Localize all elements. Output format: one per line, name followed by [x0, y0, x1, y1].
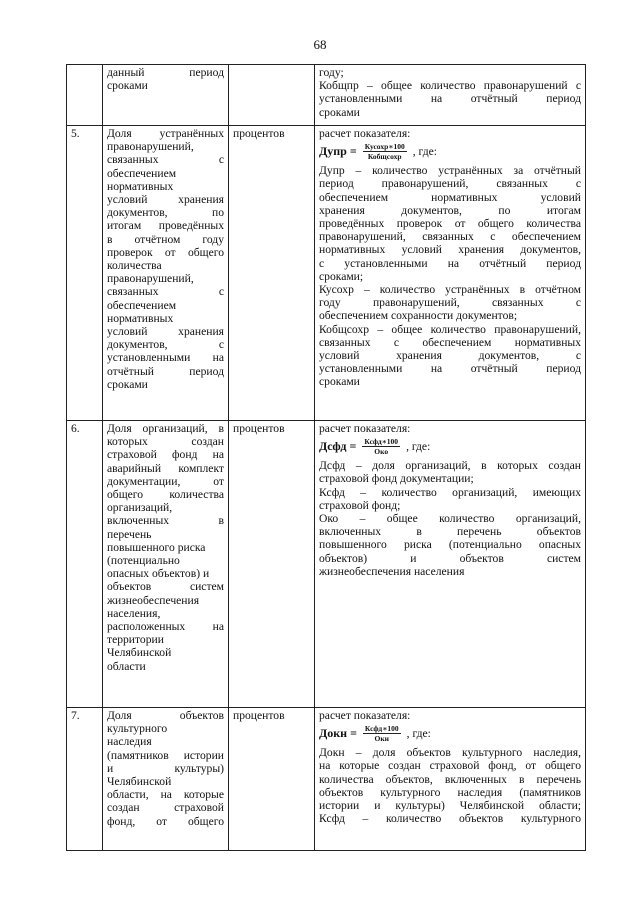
unit-cell: процентов: [229, 708, 315, 851]
text-line: повышенного риска (потенциально опасных: [319, 538, 581, 552]
text-line: сроками;: [319, 269, 364, 283]
text-line: населения,: [107, 606, 161, 620]
text-line: отчётный период: [107, 364, 224, 378]
text-line: установленными на отчётный период: [319, 92, 581, 106]
text-line: Кусохр – количество устранённых в отчётном: [319, 283, 581, 297]
text-line: Докн – доля объектов культурного наследия,: [319, 746, 581, 760]
text-line: условий хранения: [107, 193, 224, 207]
text-line: расположенных на: [107, 620, 224, 634]
formula-numerator: Ксфд∗100: [364, 724, 399, 734]
text-line: обеспечением нормативных условий: [319, 190, 581, 204]
formula-denominator: Окн: [374, 734, 390, 744]
text-line: установленными на: [107, 351, 224, 365]
text-line: Око – общее количество организаций,: [319, 512, 581, 526]
text-line: Челябинской: [107, 646, 172, 660]
text-line: с установленными на отчётный период: [319, 256, 581, 270]
text-line: общего количества: [107, 488, 224, 502]
indicator-name: [103, 708, 229, 851]
text-line: (памятников истории: [107, 748, 224, 762]
text-line: организаций,: [107, 501, 173, 515]
text-line: Доля объектов: [107, 709, 224, 722]
text-line: наследия: [107, 735, 152, 749]
text-line: нормативных: [107, 179, 174, 193]
formula-fraction: [363, 724, 401, 743]
formula: [319, 724, 581, 743]
text-line: период правонарушений, связанных с: [319, 177, 581, 191]
indicator-table: [66, 64, 586, 851]
text-line: которых создан: [107, 435, 224, 449]
text-line: сроками: [319, 105, 360, 119]
text-line: нормативных условий хранения документов,: [319, 243, 581, 257]
unit-cell: процентов: [229, 421, 315, 708]
formula-numerator: Кусохр∗100: [364, 142, 405, 152]
text-line: Доля организаций, в: [107, 422, 224, 435]
text-line: правонарушений,: [107, 272, 194, 286]
text-line: связанных с: [107, 285, 224, 299]
text-line: объектов систем: [107, 580, 224, 594]
text-line: документов, по: [107, 206, 224, 220]
formula-tail: , где:: [406, 440, 431, 454]
text-line: страховой фонд документации;: [319, 472, 474, 486]
calc-label: расчет показателя:: [319, 127, 411, 140]
indicator-name: [103, 65, 229, 126]
formula-numerator: Ксфд∗100: [364, 437, 399, 447]
text-line: объектов культурного наследия (памятников: [319, 785, 581, 799]
formula-lhs: Дсфд =: [319, 439, 357, 454]
text-line: обеспечением: [107, 298, 177, 312]
text-line: повышенного риска: [107, 540, 206, 554]
text-line: в отчётном году: [107, 232, 224, 246]
indicator-name: [103, 126, 229, 421]
text-line: Кобщсохр – общее количество правонарушений,: [319, 322, 581, 336]
text-line: создан страховой: [107, 801, 224, 815]
text-line: установленными на отчётный период: [319, 362, 581, 376]
text-line: Доля устранённых: [107, 127, 224, 140]
text-line: сроками: [107, 79, 148, 93]
indicator-name: [103, 421, 229, 708]
text-line: правонарушений,: [107, 140, 194, 154]
text-line: проверок от общего: [107, 245, 224, 259]
text-line: количества объектов, включенных в перечень: [319, 772, 581, 786]
table-row-continued: [67, 65, 586, 126]
text-line: страховой фонд на: [107, 448, 224, 462]
table-row-5: [67, 126, 586, 421]
text-line: нормативных: [107, 311, 174, 325]
text-line: условий хранения: [107, 325, 224, 339]
row-number: 7.: [67, 708, 103, 851]
text-line: жизнеобеспечения: [107, 593, 200, 607]
text-line: на которые создан страховой фонд, от общего: [319, 759, 581, 773]
calc-label: расчет показателя:: [319, 709, 411, 722]
formula-fraction: [363, 142, 407, 161]
text-line: (потенциально: [107, 554, 180, 568]
text-line: Ксфд – количество объектов культурного: [319, 812, 581, 826]
page-number: 68: [313, 37, 327, 52]
row-number: 5.: [67, 126, 103, 421]
text-line: проведённых проверок от общего количества: [319, 217, 581, 231]
text-line: документов, с: [107, 338, 224, 352]
formula-lhs: Докн =: [319, 726, 357, 741]
text-line: включенных в перечень объектов: [319, 525, 581, 539]
text-line: итогам проведённых: [107, 219, 224, 233]
text-line: территории: [107, 633, 164, 647]
text-line: страховой фонд;: [319, 498, 401, 512]
text-line: Ксфд – количество организаций, имеющих: [319, 485, 581, 499]
text-line: опасных объектов) и: [107, 567, 210, 581]
text-line: обеспечением сохранности документов;: [319, 309, 518, 323]
text-line: Кобщпр – общее количество правонарушений с: [319, 79, 581, 93]
text-line: документации, от: [107, 474, 224, 488]
text-line: Дсфд – доля организаций, в которых создан: [319, 459, 581, 473]
unit-cell: процентов: [229, 126, 315, 421]
text-line: обеспечением: [107, 166, 177, 180]
text-line: году правонарушений, связанных с: [319, 296, 581, 310]
text-line: области, на которые: [107, 788, 224, 802]
description-cell: [315, 708, 586, 851]
text-line: истории и культуры) Челябинской области;: [319, 799, 581, 813]
table-row-7: [67, 708, 586, 851]
text-line: связанных с обеспечением нормативных: [319, 335, 581, 349]
text-line: хранения документов, по итогам: [319, 203, 581, 217]
text-line: связанных с: [107, 153, 224, 167]
text-line: условий хранения документов, с: [319, 349, 581, 363]
description-cell: [315, 126, 586, 421]
text-line: аварийный комплект: [107, 461, 224, 475]
table-row-6: [67, 421, 586, 708]
text-line: правонарушений, связанных с обеспечением: [319, 230, 581, 244]
description-cell: [315, 65, 586, 126]
text-line: году;: [319, 66, 344, 79]
formula-denominator: Кобщсохр: [367, 152, 402, 162]
row-number: [67, 65, 103, 126]
text-line: и культуры): [107, 761, 224, 775]
text-line: области: [107, 659, 146, 673]
formula: [319, 142, 581, 161]
text-line: фонд, от общего: [107, 814, 224, 828]
text-line: включенных в: [107, 514, 224, 528]
row-number: 6.: [67, 421, 103, 708]
formula-lhs: Дупр =: [319, 144, 357, 159]
formula-denominator: Око: [374, 447, 389, 457]
text-line: культурного: [107, 722, 168, 736]
formula-fraction: [362, 437, 400, 456]
description-cell: [315, 421, 586, 708]
calc-label: расчет показателя:: [319, 422, 411, 435]
text-line: перечень: [107, 527, 152, 541]
formula-tail: , где:: [406, 727, 431, 741]
text-line: количества: [107, 259, 162, 273]
unit-cell: [229, 65, 315, 126]
text-line: сроками: [319, 375, 360, 389]
text-line: объектов) и объектов систем: [319, 551, 581, 565]
formula-tail: , где:: [412, 145, 437, 159]
text-line: данный период: [107, 66, 224, 79]
text-line: жизнеобеспечения населения: [319, 564, 465, 578]
text-line: Челябинской: [107, 775, 172, 789]
text-line: Дупр – количество устранённых за отчётный: [319, 164, 581, 178]
text-line: сроками: [107, 377, 148, 391]
formula: [319, 437, 581, 456]
